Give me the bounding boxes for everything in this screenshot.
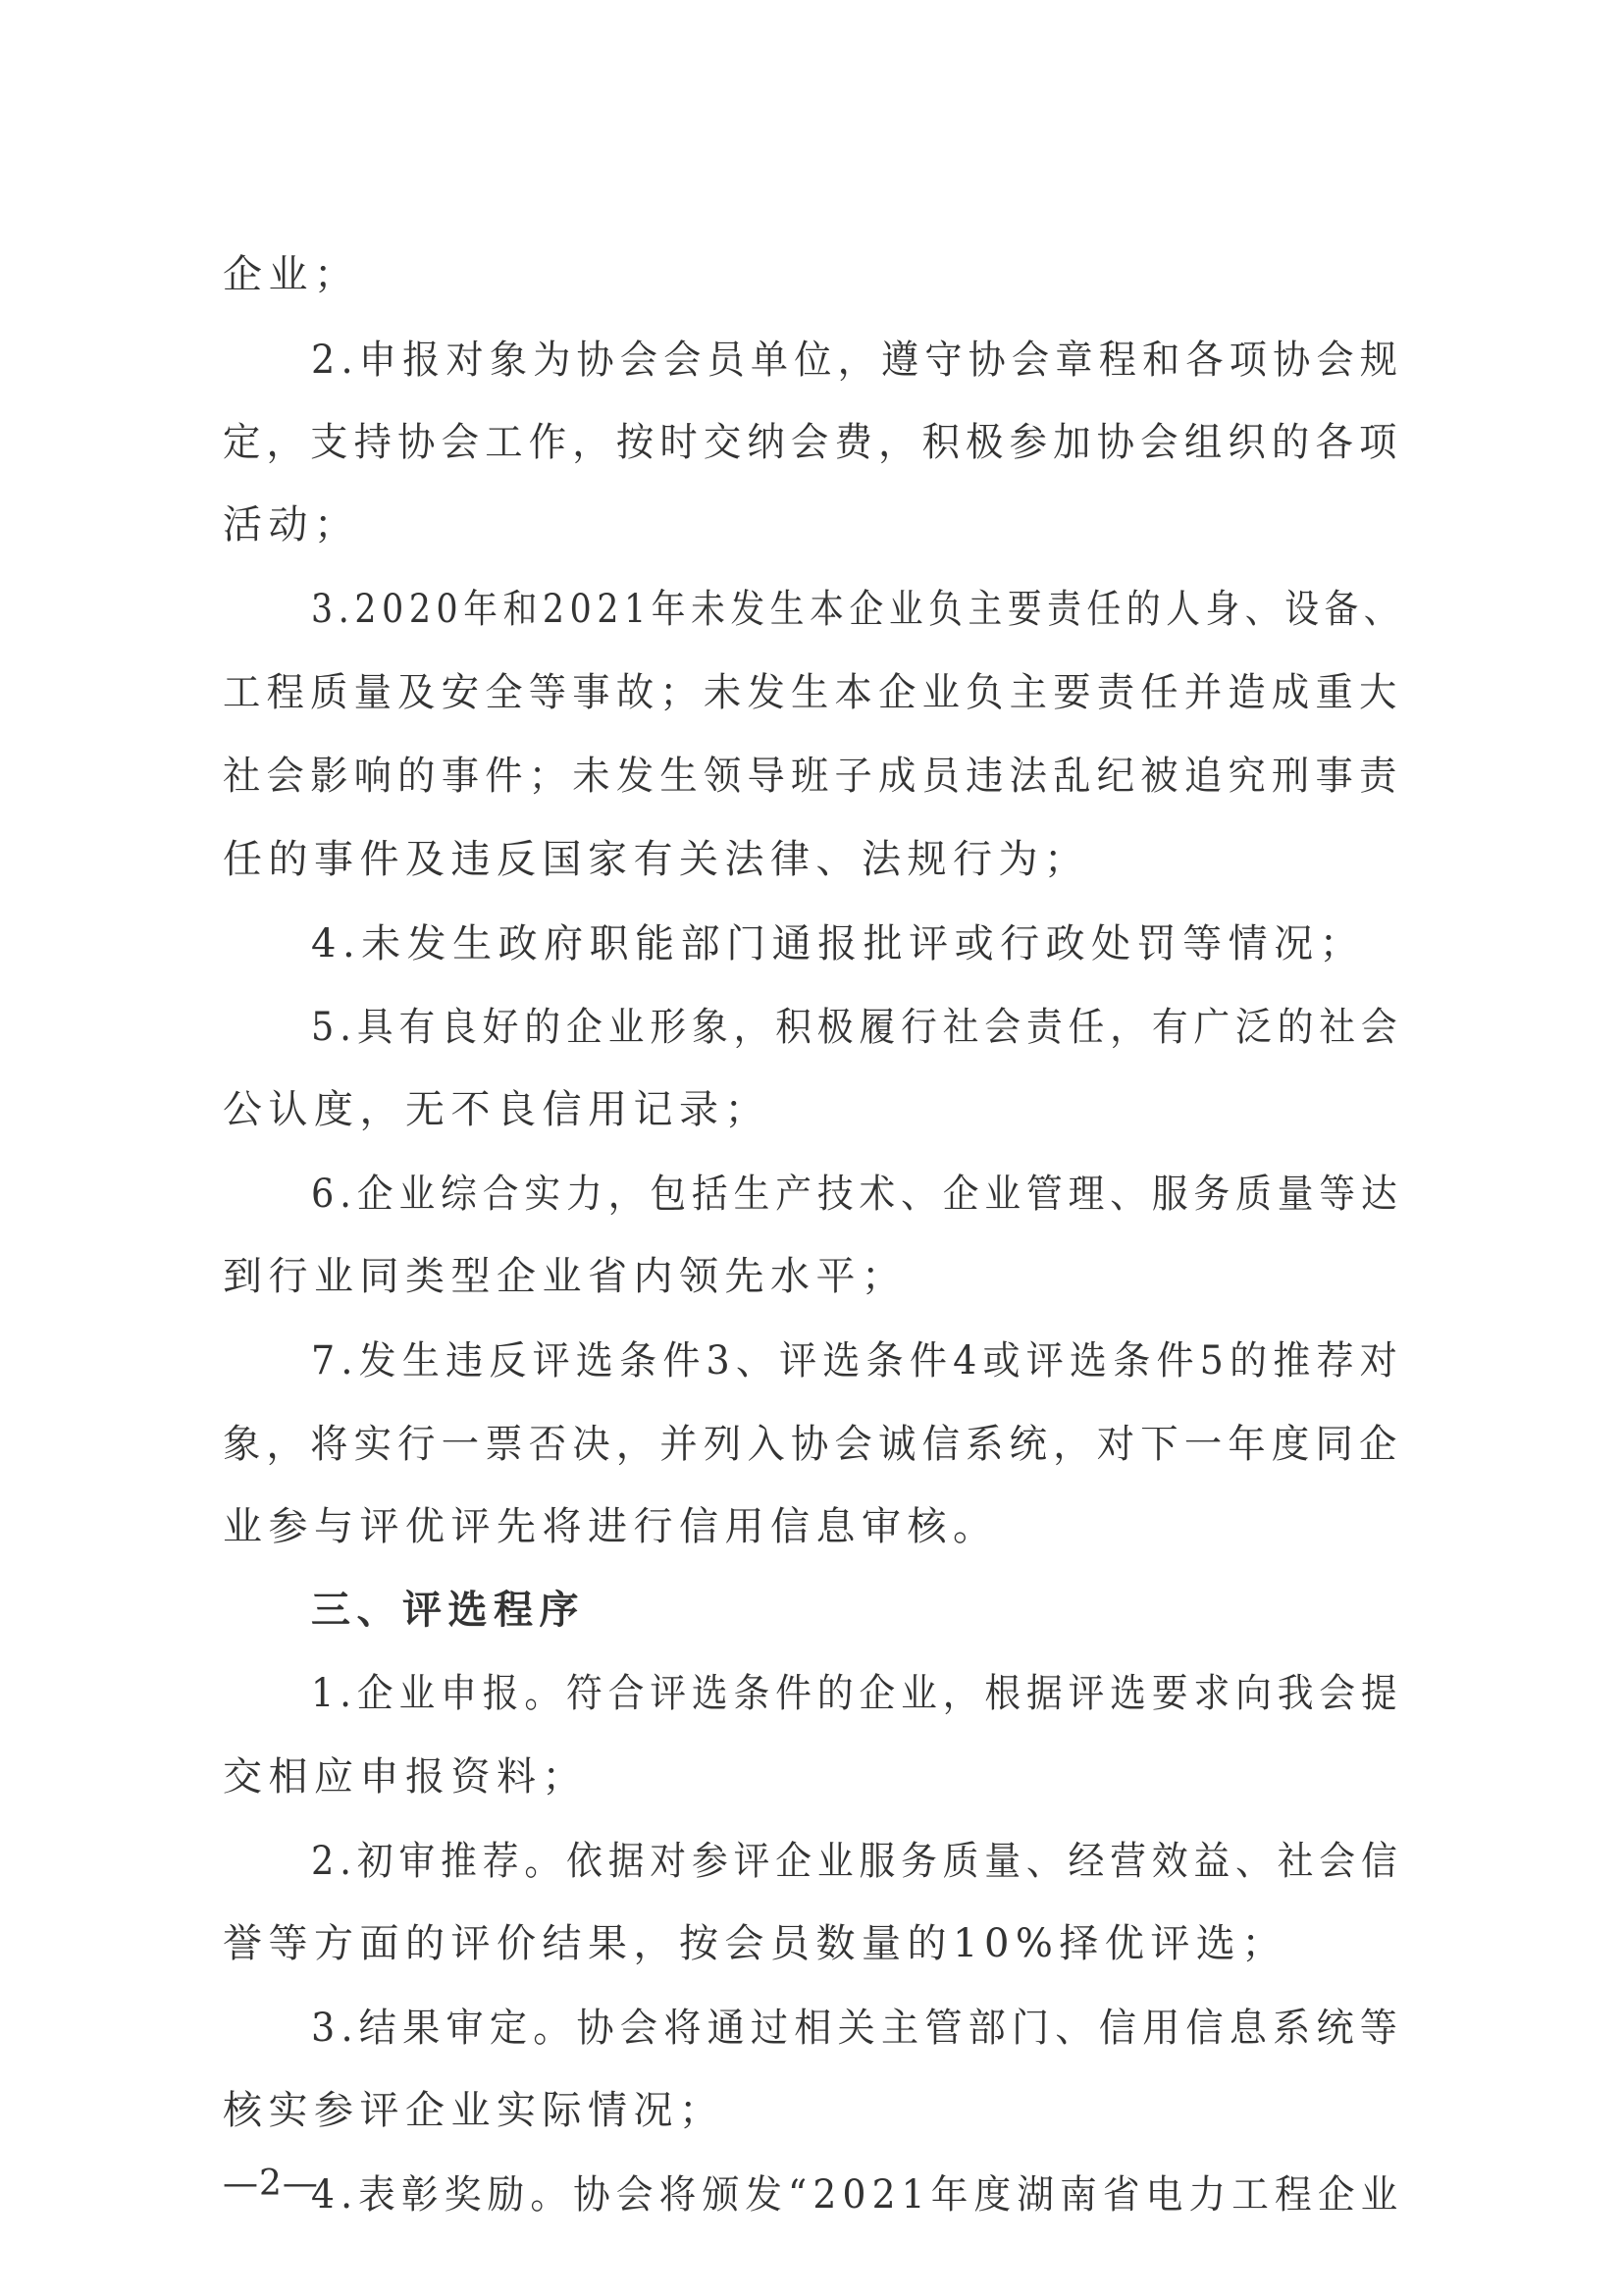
text-line: 誉等方面的评价结果，按会员数量的10%择优评选； [223,1921,1287,1966]
section-heading: 三、评选程序 [311,1588,585,1633]
text-line: 到行业同类型企业省内领先水平； [223,1254,908,1299]
text-line: 象，将实行一票否决，并列入协会诚信系统，对下一年度同企 [223,1422,1403,1467]
page-number: —2— [223,2164,319,2204]
text-line: 任的事件及违反国家有关法律、法规行为； [223,837,1090,882]
text-line: 社会影响的事件；未发生领导班子成员违法乱纪被追究刑事责 [223,754,1403,799]
text-line: 1.企业申报。符合评选条件的企业，根据评选要求向我会提 [311,1671,1403,1716]
text-line: 活动； [223,502,360,548]
text-line: 3.2020年和2021年未发生本企业负主要责任的人身、设备、 [311,587,1404,632]
text-line: 业参与评优评先将进行信用信息审核。 [223,1504,999,1549]
text-line: 公认度，无不良信用记录； [223,1087,770,1132]
text-line: 5.具有良好的企业形象，积极履行社会责任，有广泛的社会 [311,1005,1403,1050]
text-line: 4.未发生政府职能部门通报批评或行政处罚等情况； [311,921,1366,966]
text-line: 核实参评企业实际情况； [223,2088,725,2133]
text-line: 2.初审推荐。依据对参评企业服务质量、经营效益、社会信 [311,1839,1403,1884]
text-line: 企业； [223,252,360,297]
text-line: 交相应申报资料； [223,1754,588,1800]
text-line: 4.表彰奖励。协会将颁发“2021年度湖南省电力工程企业 [311,2172,1404,2218]
text-line: 2.申报对象为协会会员单位，遵守协会章程和各项协会规 [311,338,1404,383]
text-line: 7.发生违反评选条件3、评选条件4或评选条件5的推荐对 [311,1338,1404,1383]
text-line: 定，支持协会工作，按时交纳会费，积极参加协会组织的各项 [223,420,1403,465]
text-line: 3.结果审定。协会将通过相关主管部门、信用信息系统等 [311,2006,1404,2051]
text-line: 工程质量及安全等事故；未发生本企业负主要责任并造成重大 [223,670,1403,715]
text-line: 6.企业综合实力，包括生产技术、企业管理、服务质量等达 [311,1172,1403,1217]
